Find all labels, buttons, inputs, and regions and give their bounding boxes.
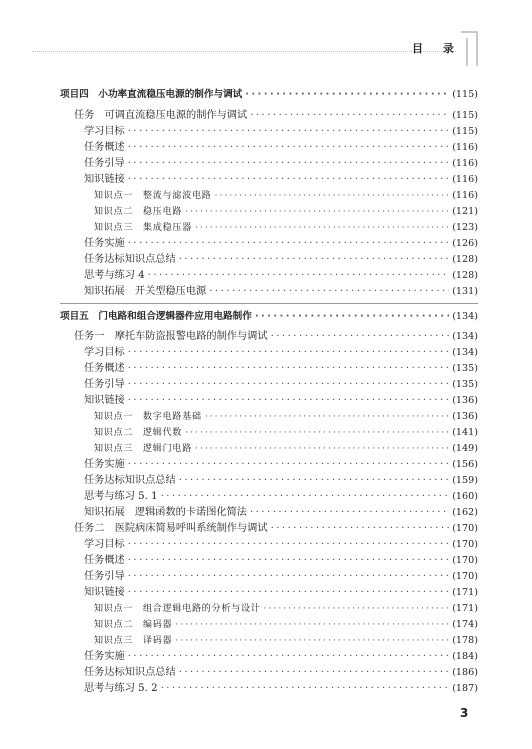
toc-entry-page: (178) (452, 635, 478, 646)
toc-entry-kp[interactable] (60, 601, 478, 617)
corner-bracket-stem-icon (466, 38, 468, 66)
toc-entry-sub[interactable] (60, 140, 478, 156)
toc-entry-page: (128) (452, 269, 478, 281)
toc-entry-sub[interactable] (60, 505, 478, 521)
toc-entry-page: (156) (452, 459, 478, 470)
toc-entry-page: (134) (452, 310, 478, 322)
toc-entry-sub[interactable] (60, 473, 478, 489)
toc-entry-kp[interactable] (60, 188, 478, 204)
toc-entry-title: 知识拓展 逻辑函数的卡诺图化简法 (84, 507, 247, 518)
dot-leader (215, 188, 450, 204)
toc-entry-kp[interactable] (60, 220, 478, 236)
toc-entry-page: (159) (452, 475, 478, 486)
toc-entry-page: (123) (452, 221, 478, 233)
dot-leader (205, 409, 449, 425)
dot-leader (128, 585, 449, 601)
toc-entry-title: 项目四 小功率直流稳压电源的制作与调试 (60, 89, 243, 100)
dot-leader (128, 649, 449, 665)
dot-leader (128, 553, 449, 569)
toc-entry-title: 任务实施 (84, 651, 125, 662)
toc-entry-title: 知识点二 逻辑代数 (94, 428, 183, 438)
toc-entry-kp[interactable] (60, 617, 478, 633)
toc-entry-page: (170) (452, 555, 478, 566)
toc-entry-sub[interactable] (60, 268, 478, 284)
dot-leader (185, 425, 449, 441)
toc-entry-task[interactable] (60, 108, 478, 124)
toc-entry-title: 任务引导 (84, 157, 125, 169)
toc-entry-kp[interactable] (60, 633, 478, 649)
toc-entry-kp[interactable] (60, 425, 478, 441)
toc-entry-sub[interactable] (60, 377, 478, 393)
toc-entry-title: 知识点一 整流与滤波电路 (94, 190, 212, 201)
toc-entry-title: 任务概述 (84, 363, 125, 374)
toc-entry-page: (128) (452, 253, 478, 265)
toc-entry-project[interactable] (60, 86, 478, 104)
toc-entry-title: 任务概述 (84, 141, 125, 153)
toc-entry-title: 任务达标知识点总结 (84, 667, 176, 678)
toc-entry-kp[interactable] (60, 409, 478, 425)
dot-leader (128, 140, 449, 156)
toc-entry-page: (115) (452, 125, 478, 137)
toc-entry-title: 任务引导 (84, 571, 125, 582)
page-header (0, 0, 532, 80)
toc-entry-page: (170) (452, 571, 478, 582)
toc-entry-kp[interactable] (60, 441, 478, 457)
dot-leader (250, 108, 449, 124)
dot-leader (161, 681, 450, 697)
toc-entry-page: (135) (452, 363, 478, 374)
dot-leader (128, 361, 449, 377)
toc-entry-sub[interactable] (60, 585, 478, 601)
dot-leader (128, 124, 449, 140)
toc-entry-title: 知识点二 稳压电路 (94, 206, 183, 217)
toc-entry-sub[interactable] (60, 284, 478, 300)
toc-entry-title: 任务概述 (84, 555, 125, 566)
dot-leader (271, 521, 450, 537)
toc-entry-sub[interactable] (60, 457, 478, 473)
dot-leader (195, 441, 449, 457)
toc-entry-page: (115) (452, 109, 478, 121)
toc-entry-page: (135) (452, 379, 478, 390)
toc-entry-sub[interactable] (60, 649, 478, 665)
toc-entry-page: (149) (452, 443, 478, 454)
toc-entry-title: 学习目标 (84, 125, 125, 137)
toc-entry-sub[interactable] (60, 489, 478, 505)
toc-entry-sub[interactable] (60, 553, 478, 569)
toc-entry-page: (171) (452, 603, 478, 614)
corner-bracket-icon (461, 31, 478, 66)
page-number: 3 (460, 706, 469, 720)
toc-entry-title: 学习目标 (84, 539, 125, 550)
toc-entry-sub[interactable] (60, 361, 478, 377)
toc-entry-title: 任务一 摩托车防盗报警电路的制作与调试 (74, 331, 268, 342)
dot-leader (128, 345, 449, 361)
toc-entry-page: (186) (452, 667, 478, 678)
toc-entry-sub[interactable] (60, 252, 478, 268)
dot-leader (179, 252, 450, 268)
page-title: 目 录 (412, 42, 462, 55)
dot-leader (179, 665, 450, 681)
dot-leader (128, 172, 449, 188)
toc-entry-title: 知识链接 (84, 395, 125, 406)
toc-entry-title: 任务引导 (84, 379, 125, 390)
toc-entry-title: 任务实施 (84, 237, 125, 249)
toc-entry-title: 思考与练习 5. 2 (84, 683, 158, 694)
header-rule (32, 51, 456, 52)
dot-leader (195, 220, 449, 236)
toc-entry-sub[interactable] (60, 156, 478, 172)
toc-entry-title: 知识链接 (84, 173, 125, 185)
toc-entry-page: (134) (452, 331, 478, 342)
dot-leader (271, 329, 450, 345)
toc-entry-title: 知识点三 逻辑门电路 (94, 444, 193, 454)
toc-entry-sub[interactable] (60, 569, 478, 585)
toc-entry-page: (116) (452, 173, 478, 185)
toc-entry-page: (116) (452, 157, 478, 169)
dot-leader (250, 505, 449, 521)
toc-entry-page: (126) (452, 237, 478, 249)
toc-entry-title: 学习目标 (84, 347, 125, 358)
dot-leader (175, 633, 449, 649)
toc-entry-page: (141) (452, 427, 478, 438)
toc-entry-sub[interactable] (60, 393, 478, 409)
toc-entry-sub[interactable] (60, 537, 478, 553)
dot-leader (128, 569, 449, 585)
toc-entry-page: (170) (452, 539, 478, 550)
toc-entry-page: (115) (452, 89, 478, 100)
toc-entry-sub[interactable] (60, 236, 478, 252)
toc-entry-title: 任务二 医院病床简易呼叫系统制作与调试 (74, 523, 268, 534)
toc-entry-sub[interactable] (60, 345, 478, 361)
toc-entry-title: 任务达标知识点总结 (84, 253, 176, 265)
dot-leader (128, 537, 449, 553)
dot-leader (179, 473, 450, 489)
dot-leader (128, 393, 449, 409)
dot-leader (185, 204, 449, 220)
dot-leader (245, 86, 449, 104)
toc-entry-page: (134) (452, 347, 478, 358)
toc-entry-title: 知识链接 (84, 587, 125, 598)
toc-entry-task[interactable] (60, 521, 478, 537)
dot-leader (161, 489, 450, 505)
toc-entry-title: 知识点三 译码器 (94, 636, 173, 646)
toc-entry-page: (162) (452, 507, 478, 518)
toc-entry-project[interactable] (60, 308, 478, 326)
toc-entry-page: (160) (452, 491, 478, 502)
toc-entry-title: 知识点三 集成稳压器 (94, 222, 193, 233)
toc-entry-sub[interactable] (60, 681, 478, 697)
toc-entry-title: 任务 可调直流稳压电源的制作与调试 (74, 109, 248, 121)
toc-entry-page: (187) (452, 683, 478, 694)
dot-leader (128, 457, 449, 473)
toc-entry-page: (184) (452, 651, 478, 662)
dot-leader (175, 617, 449, 633)
toc-entry-page: (170) (452, 523, 478, 534)
dot-leader (255, 308, 449, 326)
toc-entry-title: 思考与练习 5. 1 (84, 491, 158, 502)
dot-leader (128, 156, 449, 172)
dot-leader (128, 377, 449, 393)
toc-entry-page: (136) (452, 395, 478, 406)
table-of-contents (60, 86, 478, 697)
toc-entry-page: (116) (452, 141, 478, 153)
toc-entry-page: (116) (452, 189, 478, 201)
dot-leader (209, 284, 449, 300)
toc-entry-title: 项目五 门电路和组合逻辑器件应用电路制作 (60, 310, 252, 322)
toc-entry-title: 思考与练习 4 (84, 269, 145, 281)
dot-leader (128, 236, 449, 252)
toc-entry-page: (136) (452, 411, 478, 422)
toc-entry-title: 知识点一 组合逻辑电路的分析与设计 (94, 604, 261, 614)
dot-leader (148, 268, 450, 284)
toc-entry-kp[interactable] (60, 204, 478, 220)
toc-entry-title: 任务实施 (84, 459, 125, 470)
toc-entry-title: 知识拓展 开关型稳压电源 (84, 285, 207, 297)
toc-entry-page: (171) (452, 587, 478, 598)
toc-entry-title: 任务达标知识点总结 (84, 475, 176, 486)
toc-entry-page: (131) (452, 285, 478, 297)
toc-entry-sub[interactable] (60, 665, 478, 681)
toc-entry-page: (121) (452, 205, 478, 217)
dot-leader (264, 601, 450, 617)
toc-entry-page: (174) (452, 619, 478, 630)
toc-entry-title: 知识点一 数字电路基础 (94, 412, 202, 422)
toc-entry-sub[interactable] (60, 172, 478, 188)
toc-entry-sub[interactable] (60, 124, 478, 140)
section-divider (60, 303, 478, 304)
toc-entry-title: 知识点二 编码器 (94, 620, 173, 630)
toc-entry-task[interactable] (60, 329, 478, 345)
